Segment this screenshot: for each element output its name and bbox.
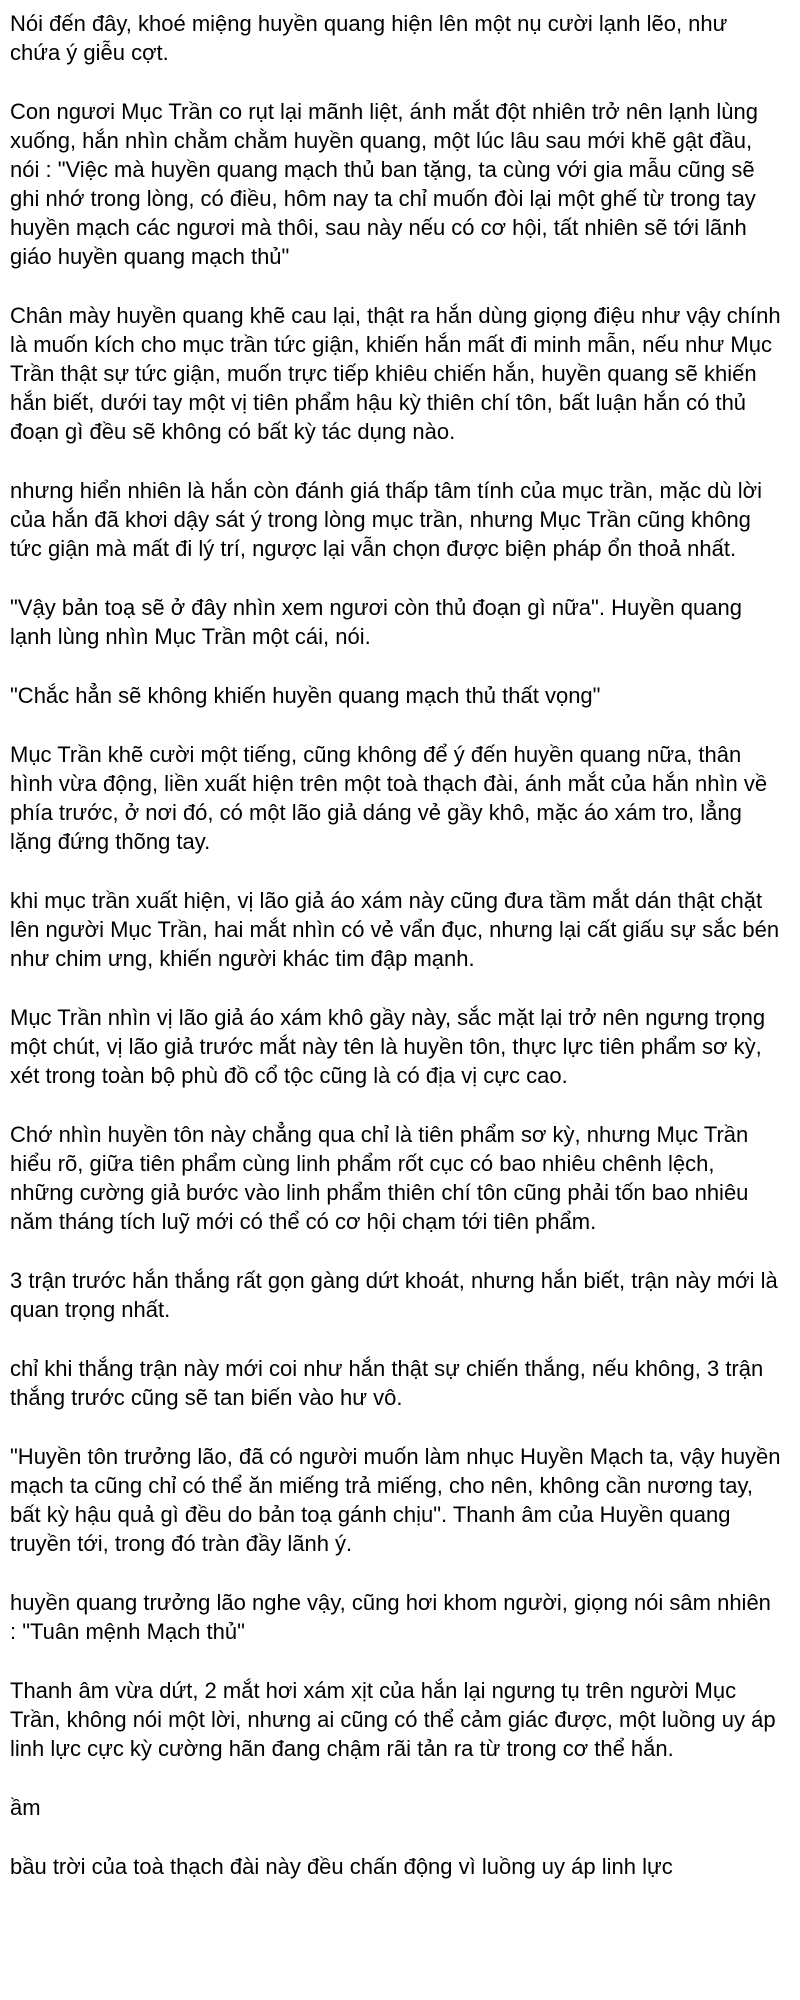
paragraph: "Chắc hẳn sẽ không khiến huyền quang mạch thủ thất vọng" bbox=[10, 683, 601, 708]
paragraph: 3 trận trước hắn thắng rất gọn gàng dứt khoát, nhưng hắn biết, trận này mới là quan trọng nhất. bbox=[10, 1268, 778, 1322]
paragraph-container bbox=[10, 9, 782, 1881]
paragraph: Mục Trần khẽ cười một tiếng, cũng không để ý đến huyền quang nữa, thân hình vừa động, liền xuất hiện trên một toà thạch đài, ánh mắt của hắn nhìn về phía trước, ở nơi đó, có một lão giả dáng vẻ gầy khô, mặc áo xám tro, lẳng lặng đứng thõng tay. bbox=[10, 742, 768, 854]
paragraph: Nói đến đây, khoé miệng huyền quang hiện lên một nụ cười lạnh lẽo, như chứa ý giễu cợt. bbox=[10, 11, 728, 65]
paragraph: chỉ khi thắng trận này mới coi như hắn thật sự chiến thắng, nếu không, 3 trận thắng trước cũng sẽ tan biến vào hư vô. bbox=[10, 1356, 764, 1410]
paragraph: ầm bbox=[10, 1795, 41, 1820]
paragraph: Chớ nhìn huyền tôn này chẳng qua chỉ là tiên phẩm sơ kỳ, nhưng Mục Trần hiểu rõ, giữa tiên phẩm cùng linh phẩm rốt cục có bao nhiêu chênh lệch, những cường giả bước vào linh phẩm thiên chí tôn cũng phải tốn bao nhiêu năm tháng tích luỹ mới có thể có cơ hội chạm tới tiên phẩm. bbox=[10, 1122, 749, 1234]
paragraph: nhưng hiển nhiên là hắn còn đánh giá thấp tâm tính của mục trần, mặc dù lời của hắn đã khơi dậy sát ý trong lòng mục trần, nhưng Mục Trần cũng không tức giận mà mất đi lý trí, ngược lại vẫn chọn được biện pháp ổn thoả nhất. bbox=[10, 478, 762, 561]
paragraph: Chân mày huyền quang khẽ cau lại, thật ra hắn dùng giọng điệu như vậy chính là muốn kích cho mục trần tức giận, khiến hắn mất đi minh mẫn, nếu như Mục Trần thật sự tức giận, muốn trực tiếp khiêu chiến hắn, huyền quang sẽ khiến hắn biết, dưới tay một vị tiên phẩm hậu kỳ thiên chí tôn, bất luận hắn có thủ đoạn gì đều sẽ không có bất kỳ tác dụng nào. bbox=[10, 303, 781, 444]
paragraph: Mục Trần nhìn vị lão giả áo xám khô gầy này, sắc mặt lại trở nên ngưng trọng một chút, vị lão giả trước mắt này tên là huyền tôn, thực lực tiên phẩm sơ kỳ, xét trong toàn bộ phù đồ cổ tộc cũng là có địa vị cực cao. bbox=[10, 1005, 766, 1088]
paragraph: "Vậy bản toạ sẽ ở đây nhìn xem ngươi còn thủ đoạn gì nữa". Huyền quang lạnh lùng nhìn Mục Trần một cái, nói. bbox=[10, 595, 742, 649]
paragraph: bầu trời của toà thạch đài này đều chấn động vì luồng uy áp linh lực bbox=[10, 1854, 673, 1879]
paragraph: "Huyền tôn trưởng lão, đã có người muốn làm nhục Huyền Mạch ta, vậy huyền mạch ta cũng chỉ có thể ăn miếng trả miếng, cho nên, không cần nương tay, bất kỳ hậu quả gì đều do bản toạ gánh chịu". Thanh âm của Huyền quang truyền tới, trong đó tràn đầy lãnh ý. bbox=[10, 1444, 781, 1556]
paragraph: huyền quang trưởng lão nghe vậy, cũng hơi khom người, giọng nói sâm nhiên : "Tuân mệnh Mạch thủ" bbox=[10, 1590, 771, 1644]
paragraph: Thanh âm vừa dứt, 2 mắt hơi xám xịt của hắn lại ngưng tụ trên người Mục Trần, không nói một lời, nhưng ai cũng có thể cảm giác được, một luồng uy áp linh lực cực kỳ cường hãn đang chậm rãi tản ra từ trong cơ thể hắn. bbox=[10, 1678, 776, 1761]
paragraph: Con ngươi Mục Trần co rụt lại mãnh liệt, ánh mắt đột nhiên trở nên lạnh lùng xuống, hắn nhìn chằm chằm huyền quang, một lúc lâu sau mới khẽ gật đầu, nói : "Việc mà huyền quang mạch thủ ban tặng, ta cùng với gia mẫu cũng sẽ ghi nhớ trong lòng, có điều, hôm nay ta chỉ muốn đòi lại một ghế từ trong tay huyền mạch các ngươi mà thôi, sau này nếu có cơ hội, tất nhiên sẽ tới lãnh giáo huyền quang mạch thủ" bbox=[10, 99, 758, 269]
paragraph: khi mục trần xuất hiện, vị lão giả áo xám này cũng đưa tầm mắt dán thật chặt lên người Mục Trần, hai mắt nhìn có vẻ vẩn đục, nhưng lại cất giấu sự sắc bén như chim ưng, khiến người khác tim đập mạnh. bbox=[10, 888, 780, 971]
